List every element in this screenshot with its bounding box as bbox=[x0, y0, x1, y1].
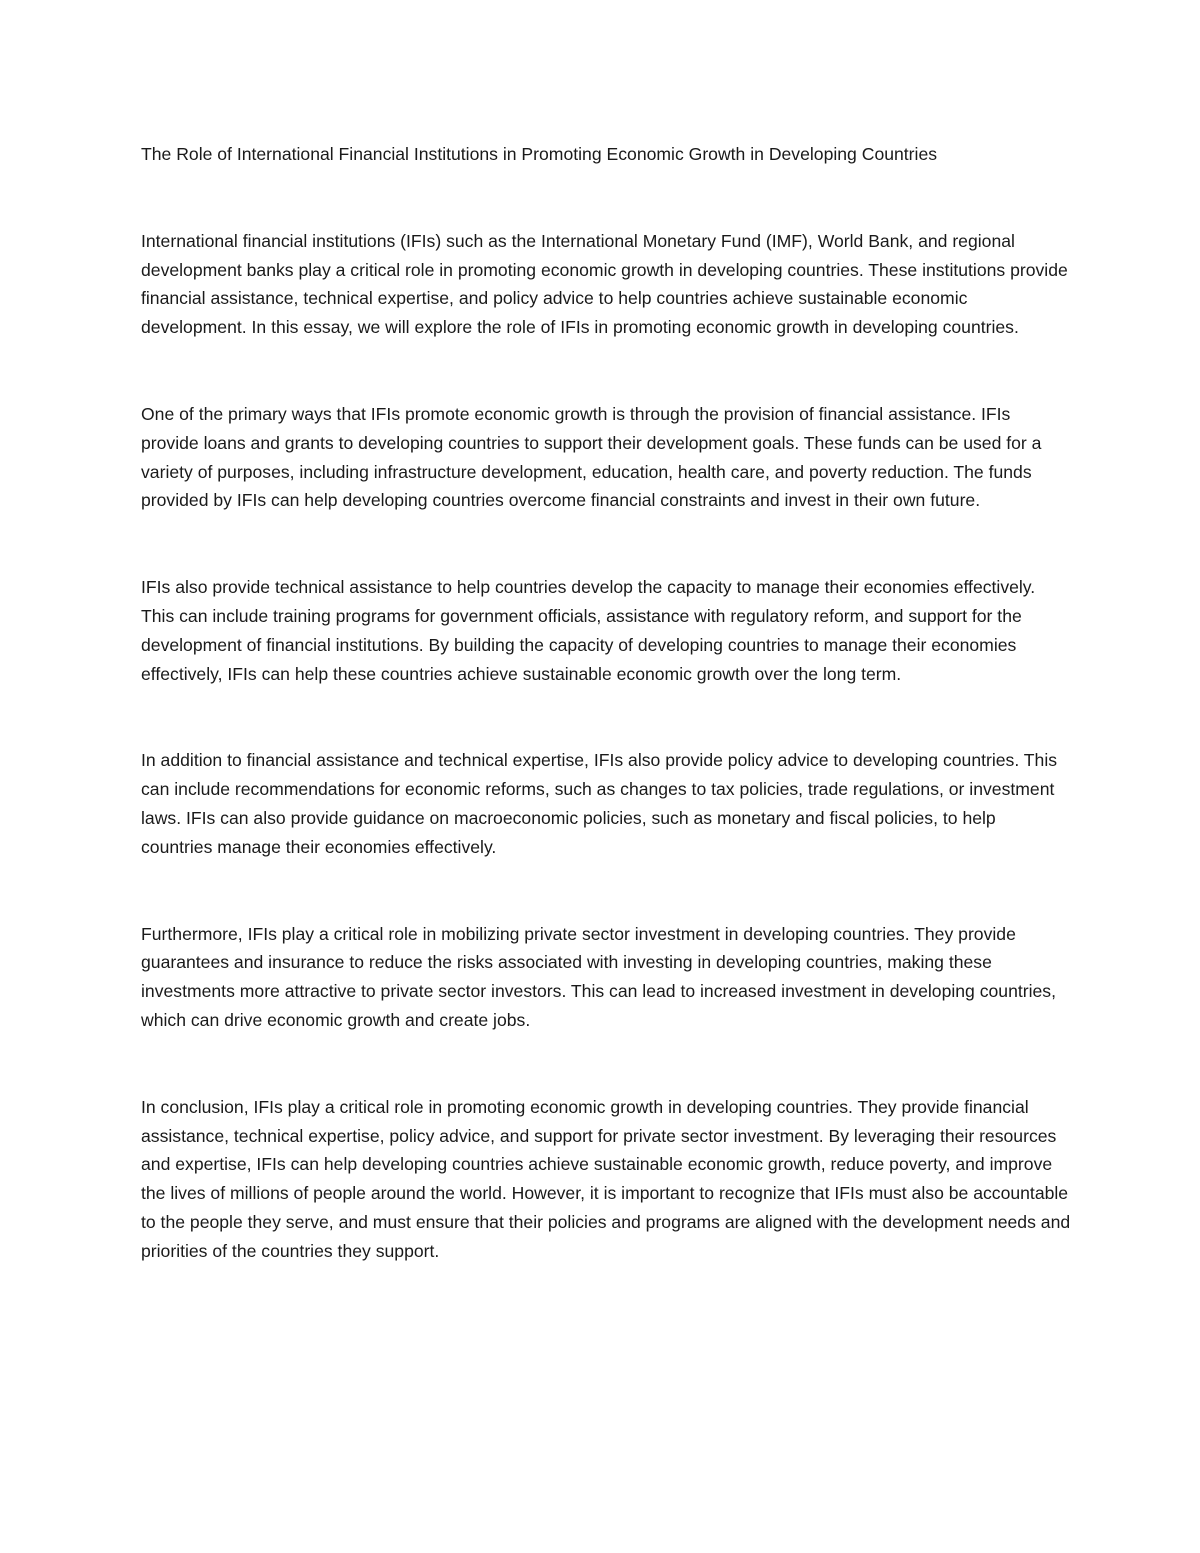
paragraph-intro: International financial institutions (IFIs) such as the International Monetary Fund (IMF), World Bank, and regional development banks play a critical role in promoting economic growth in developing countries. These institutions provide financial assistance, technical expertise, and policy advice to help countries achieve sustainable economic development. In this essay, we will explore the role of IFIs in promoting economic growth in developing countries. bbox=[141, 230, 1068, 338]
paragraph-financial-assistance: One of the primary ways that IFIs promote economic growth is through the provision of financial assistance. IFIs provide loans and grants to developing countries to support their development goals. These funds can be used for a variety of purposes, including infrastructure development, education, health care, and poverty reduction. The funds provided by IFIs can help developing countries overcome financial constraints and invest in their own future. bbox=[141, 403, 1042, 511]
paragraph-private-investment: Furthermore, IFIs play a critical role in mobilizing private sector investment in developing countries. They provide guarantees and insurance to reduce the risks associated with investing in developing countries, making these investments more attractive to private sector investors. This can lead to increased investment in developing countries, which can drive economic growth and create jobs. bbox=[141, 923, 1056, 1030]
document-title: The Role of International Financial Institutions in Promoting Economic Growth in Developing Countries bbox=[141, 144, 938, 164]
paragraph-conclusion: In conclusion, IFIs play a critical role in promoting economic growth in developing countries. They provide financial assistance, technical expertise, policy advice, and support for private sector investment. By leveraging their resources and expertise, IFIs can help developing countries achieve sustainable economic growth, reduce poverty, and improve the lives of millions of people around the world. However, it is important to recognize that IFIs must also be accountable to the people they serve, and must ensure that their policies and programs are aligned with the development needs and priorities of the countries they support. bbox=[141, 1096, 1071, 1261]
paragraph-technical-assistance: IFIs also provide technical assistance to help countries develop the capacity to manage their economies effectively. This can include training programs for government officials, assistance with regulatory reform, and support for the development of financial institutions. By building the capacity of developing countries to manage their economies effectively, IFIs can help these countries achieve sustainable economic growth over the long term. bbox=[141, 577, 1036, 684]
paragraph-policy-advice: In addition to financial assistance and technical expertise, IFIs also provide policy advice to developing countries. This can include recommendations for economic reforms, such as changes to tax policies, trade regulations, or investment laws. IFIs can also provide guidance on macroeconomic policies, such as monetary and fiscal policies, to help countries manage their economies effectively. bbox=[141, 750, 1058, 857]
document-body bbox=[141, 140, 1071, 1266]
